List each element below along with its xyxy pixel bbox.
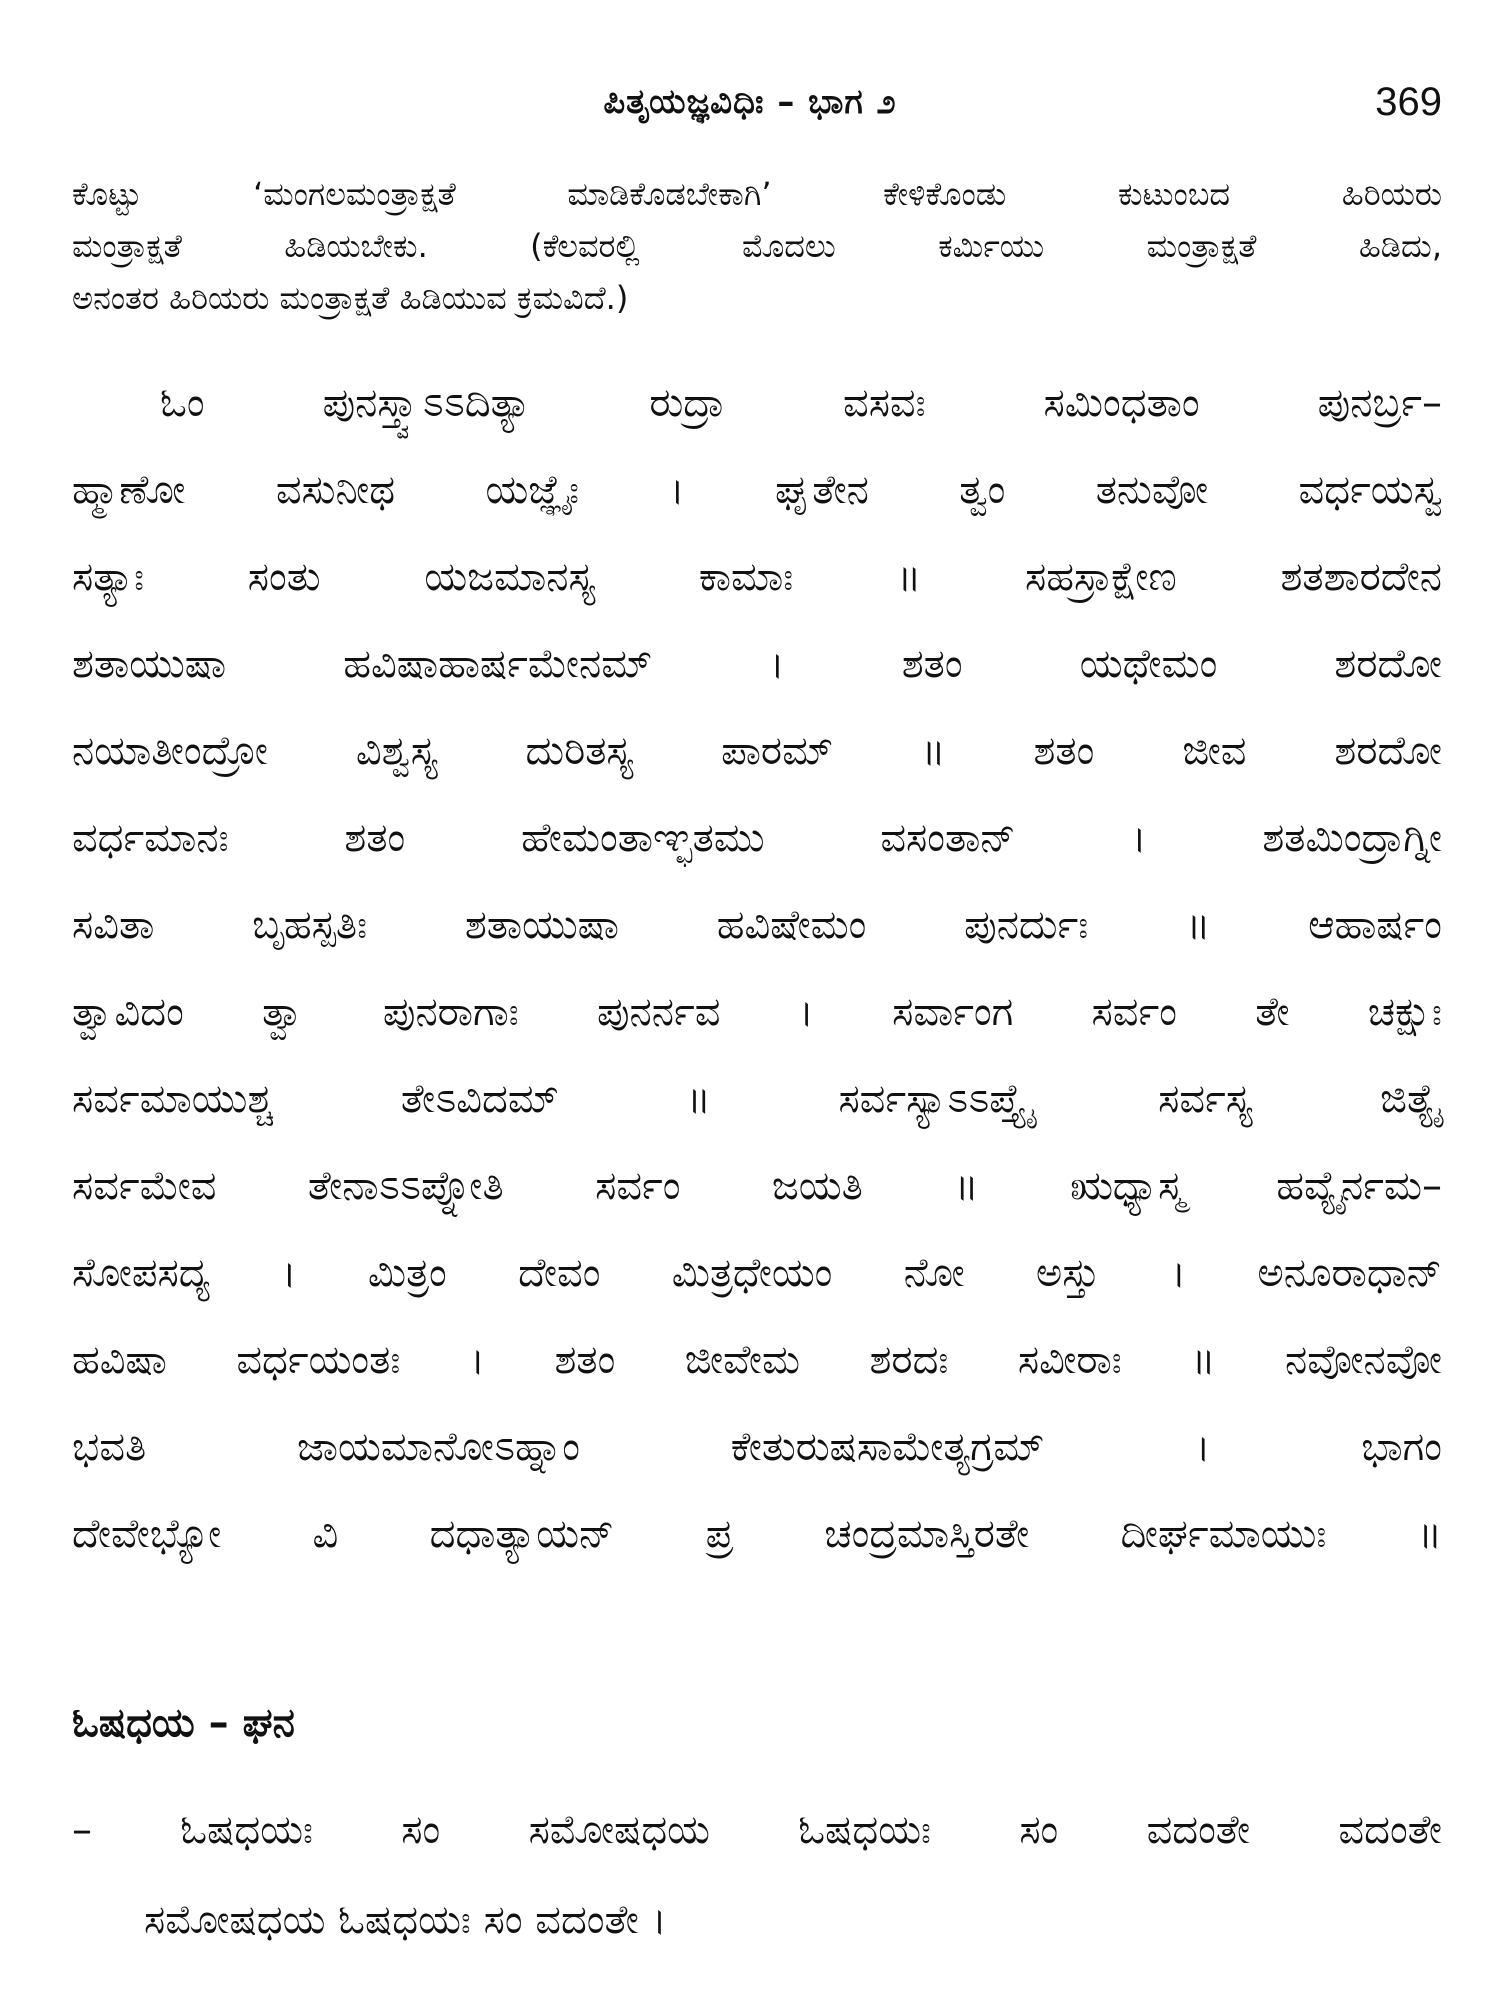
ghana-block bbox=[72, 1785, 1442, 1965]
intro-line: ಅನಂತರ ಹಿರಿಯರು ಮಂತ್ರಾಕ್ಷತೆ ಹಿಡಿಯುವ ಕ್ರಮವಿದೆ.) bbox=[72, 279, 629, 317]
intro-paragraph bbox=[72, 168, 1442, 324]
ghana-line: – ಓಷಧಯಃ ಸಂ ಸಮೋಷಧಯ ಓಷಧಯಃ ಸಂ ವದಂತೇ ವದಂತೇ bbox=[72, 1807, 1442, 1853]
mantra-line: ತ್ವಾವಿದಂ ತ್ವಾ ಪುನರಾಗಾಃ ಪುನರ್ನವ । ಸರ್ವಾಂಗ ಸರ್ವಂ ತೇ ಚಕ್ಷುಃ bbox=[72, 989, 1442, 1035]
mantra-line: ಶತಾಯುಷಾ ಹವಿಷಾಹಾರ್ಷಮೇನಮ್ । ಶತಂ ಯಥೇಮಂ ಶರದೋ bbox=[72, 641, 1442, 687]
page-number: 369 bbox=[1375, 80, 1442, 124]
mantra-block bbox=[72, 360, 1442, 1578]
mantra-line: ವರ್ಧಮಾನಃ ಶತಂ ಹೇಮಂತಾಞ್ಛತಮು ವಸಂತಾನ್ । ಶತಮಿಂದ್ರಾಗ್ನೀ bbox=[72, 815, 1442, 861]
mantra-line: ಹವಿಷಾ ವರ್ಧಯಂತಃ । ಶತಂ ಜೀವೇಮ ಶರದಃ ಸವೀರಾಃ ॥ ನವೋನವೋ bbox=[72, 1337, 1442, 1383]
ghana-line: ಸಮೋಷಧಯ ಓಷಧಯಃ ಸಂ ವದಂತೇ । bbox=[144, 1897, 667, 1943]
mantra-line: ಭವತಿ ಜಾಯಮಾನೋಽಹ್ನಾಂ ಕೇತುರುಷಸಾಮೇತ್ಯಗ್ರಮ್ । ಭಾಗಂ bbox=[72, 1424, 1442, 1470]
mantra-line: ಸೋಪಸದ್ಯ । ಮಿತ್ರಂ ದೇವಂ ಮಿತ್ರಧೇಯಂ ನೋ ಅಸ್ತು । ಅನೂರಾಧಾನ್ bbox=[72, 1250, 1442, 1296]
intro-line: ಮಂತ್ರಾಕ್ಷತೆ ಹಿಡಿಯಬೇಕು. (ಕೆಲವರಲ್ಲಿ ಮೊದಲು ಕರ್ಮಿಯು ಮಂತ್ರಾಕ್ಷತೆ ಹಿಡಿದು, bbox=[72, 227, 1442, 265]
section-heading: ಓಷಧಯ – ಘನ bbox=[72, 1700, 295, 1746]
mantra-line: ಸರ್ವಮೇವ ತೇನಾಽಽಪ್ನೋತಿ ಸರ್ವಂ ಜಯತಿ ॥ ಋಧ್ಯಾಸ್ಮ ಹವ್ಯೈರ್ನಮ– bbox=[72, 1163, 1442, 1209]
mantra-line: ಸತ್ಯಾಃ ಸಂತು ಯಜಮಾನಸ್ಯ ಕಾಮಾಃ ॥ ಸಹಸ್ರಾಕ್ಷೇಣ ಶತಶಾರದೇನ bbox=[72, 554, 1442, 600]
running-title: ಪಿತೃಯಜ್ಞವಿಧಿಃ – ಭಾಗ ೨ bbox=[603, 82, 897, 122]
mantra-line: ಹ್ಮಾಣೋ ವಸುನೀಥ ಯಜ್ಞೈಃ । ಘೃತೇನ ತ್ವಂ ತನುವೋ ವರ್ಧಯಸ್ವ bbox=[72, 467, 1442, 513]
intro-line: ಕೊಟ್ಟು ‘ಮಂಗಲಮಂತ್ರಾಕ್ಷತೆ ಮಾಡಿಕೊಡಬೇಕಾಗಿ’ ಕೇಳಿಕೊಂಡು ಕುಟುಂಬದ ಹಿರಿಯರು bbox=[72, 175, 1442, 213]
mantra-line: ಓಂ ಪುನಸ್ತ್ವಾಽಽದಿತ್ಯಾ ರುದ್ರಾ ವಸವಃ ಸಮಿಂಧತಾಂ ಪುನರ್ಬ್ರ– bbox=[160, 380, 1442, 426]
mantra-line: ಸರ್ವಮಾಯುಶ್ಚ ತೇಽವಿದಮ್ ॥ ಸರ್ವಸ್ಯಾಽಽಪ್ತ್ಯೈ ಸರ್ವಸ್ಯ ಜಿತ್ಯೈ bbox=[72, 1076, 1442, 1122]
mantra-line: ದೇವೇಭ್ಯೋ ವಿ ದಧಾತ್ಯಾಯನ್ ಪ್ರ ಚಂದ್ರಮಾಸ್ತಿರತೇ ದೀರ್ಘಮಾಯುಃ ॥ bbox=[72, 1511, 1442, 1557]
mantra-line: ಸವಿತಾ ಬೃಹಸ್ಪತಿಃ ಶತಾಯುಷಾ ಹವಿಷೇಮಂ ಪುನರ್ದುಃ ॥ ಆಹಾರ್ಷಂ bbox=[72, 902, 1442, 948]
mantra-line: ನಯಾತೀಂದ್ರೋ ವಿಶ್ವಸ್ಯ ದುರಿತಸ್ಯ ಪಾರಮ್ ॥ ಶತಂ ಜೀವ ಶರದೋ bbox=[72, 728, 1442, 774]
